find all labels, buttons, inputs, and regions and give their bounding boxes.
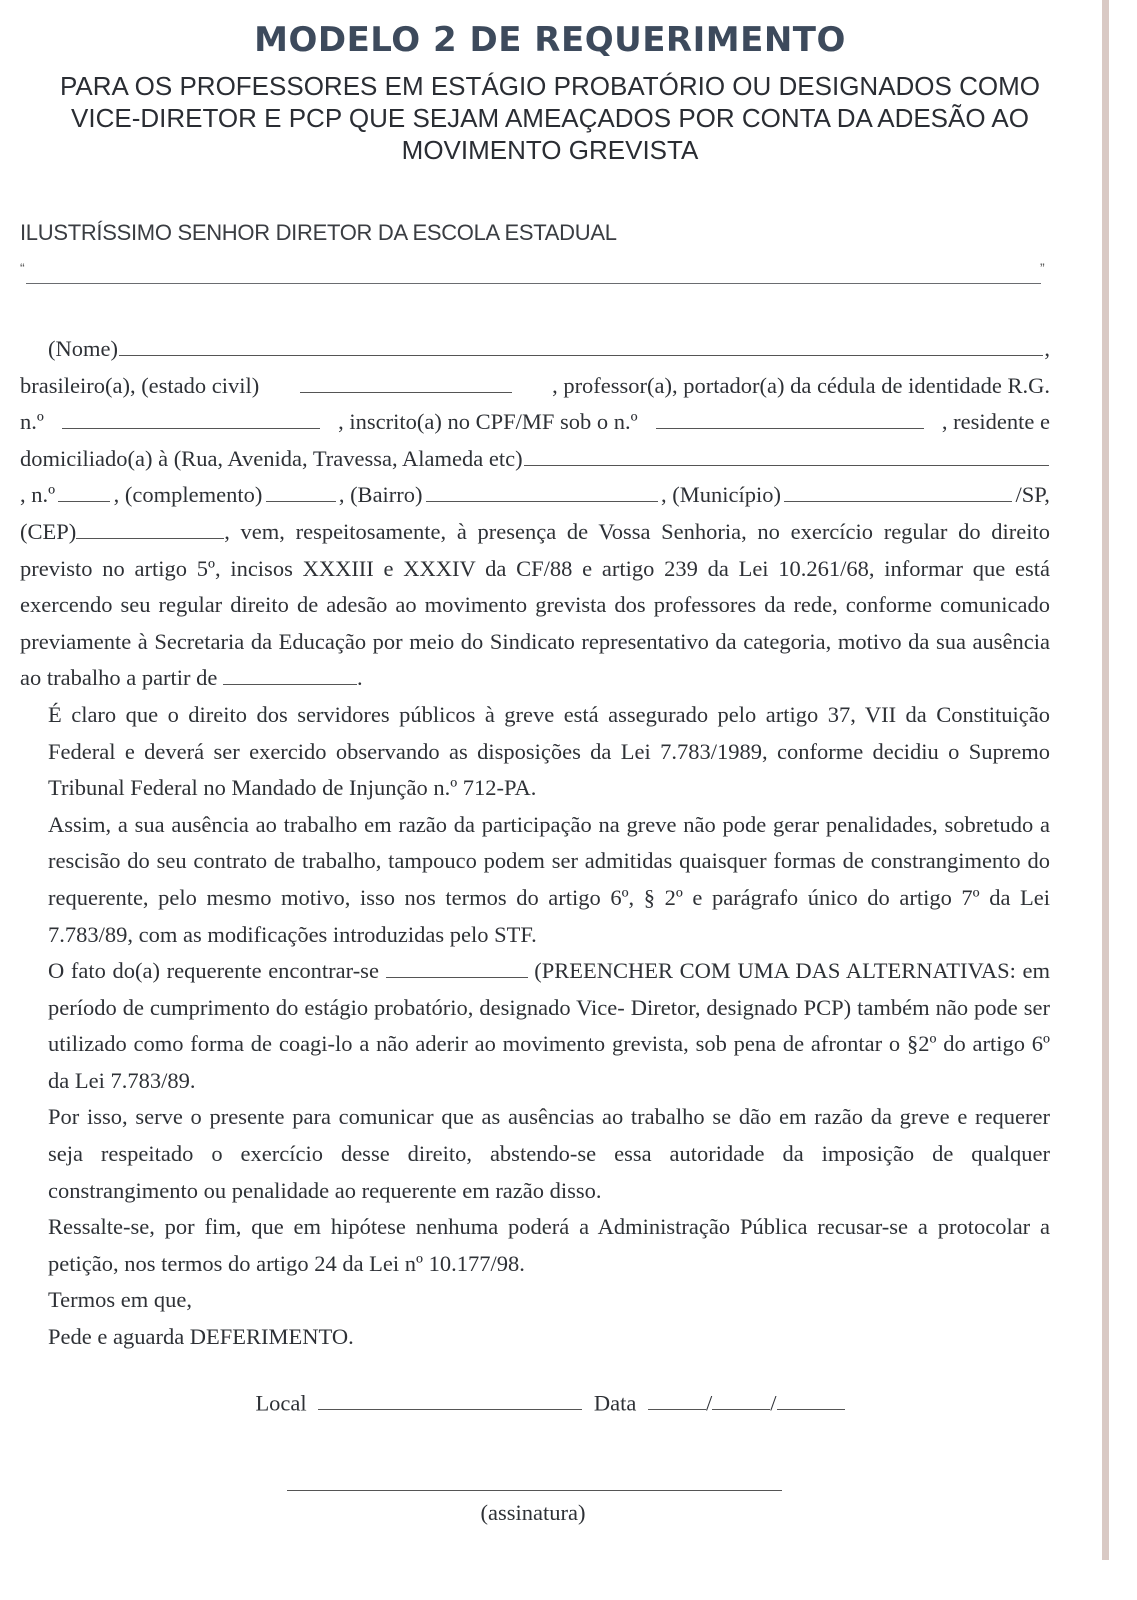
document-subtitle: PARA OS PROFESSORES EM ESTÁGIO PROBATÓRIO OU DESIGNADOS COMO VICE-DIRETOR E PCP QUE SEJAM AMEAÇADOS POR CONTA DA ADESÃO AO MOVIMENTO GREVISTA	[60, 71, 1040, 165]
paragraph-5: Por isso, serve o presente para comunicar que as ausências ao trabalho se dão em razão da greve e requerer seja respeitado o exercício desse direito, abstendo-se essa autoridade da imposição de qualquer constrangimento ou penalidade ao requerente em razão disso.	[48, 1104, 1050, 1203]
school-quote-close: ”	[1040, 260, 1045, 276]
date-month-field[interactable]	[712, 1388, 770, 1410]
form-line-rg-cpf	[20, 404, 1050, 441]
form-line-numero-bairro	[20, 477, 1050, 514]
cpf-field[interactable]	[656, 407, 924, 429]
numero-label: , n.º	[20, 482, 56, 508]
residente-label: , residente e	[941, 409, 1050, 435]
request-body	[20, 331, 1050, 1356]
date-slash-2: /	[770, 1390, 777, 1416]
municipio-label: , (Município)	[661, 482, 782, 508]
paragraph-3: Assim, a sua ausência ao trabalho em razão da participação na greve não pode gerar penalidades, sobretudo a rescisão do seu contrato de trabalho, tampouco podem ser admitidas quaisquer formas de constrangimento do requerente, pelo mesmo motivo, isso nos termos do artigo 6º, § 2º e parágrafo único do artigo 7º da Lei 7.783/89, com as modificações introduzidas pelo STF.	[48, 811, 1050, 947]
paragraph-1-text: , vem, respeitosamente, à presença de Vossa Senhoria, no exercício regular do direito previsto no artigo 5º, incisos XXXIII e XXXIV da CF/88 e artigo 239 da Lei 10.261/68, informar que está exercendo seu regular direito de adesão ao movimento grevista dos professores da rede, conforme comunicado previamente à Secretaria da Educação por meio do Sindicato representativo da categoria, motivo da sua ausência ao trabalho a partir de	[20, 518, 1050, 691]
rg-number-label: n.º	[20, 409, 44, 435]
local-date-row	[0, 1388, 1100, 1416]
addressee-line: ILUSTRÍSSIMO SENHOR DIRETOR DA ESCOLA ESTADUAL	[20, 220, 617, 245]
signature-field[interactable]	[287, 1490, 782, 1491]
closing-termos: Termos em que,	[48, 1287, 193, 1313]
numero-field[interactable]	[58, 480, 110, 502]
local-field[interactable]	[318, 1388, 582, 1410]
endereco-label: domiciliado(a) à (Rua, Avenida, Travessa, Alameda etc)	[20, 445, 523, 471]
data-inicio-field[interactable]	[223, 663, 357, 685]
date-day-field[interactable]	[648, 1388, 706, 1410]
complemento-field[interactable]	[266, 480, 336, 502]
paragraph-4	[20, 953, 1050, 1099]
estado-civil-label: brasileiro(a), (estado civil)	[20, 372, 260, 398]
signature-label: (assinatura)	[480, 1500, 586, 1525]
nome-field[interactable]	[119, 334, 1043, 356]
rg-number-field[interactable]	[62, 407, 320, 429]
situacao-field[interactable]	[386, 956, 528, 978]
bairro-field[interactable]	[426, 480, 658, 502]
paragraph-1-end: .	[357, 665, 363, 691]
school-quote-open: “	[20, 260, 25, 276]
closing-deferimento: Pede e aguarda DEFERIMENTO.	[48, 1324, 354, 1350]
paragraph-1	[20, 514, 1050, 697]
paragraph-2: É claro que o direito dos servidores públicos à greve está assegurado pelo artigo 37, VII da Constituição Federal e deverá ser exercido observando as disposições da Lei 7.783/1989, conforme decidiu o Supremo Tribunal Federal no Mandado de Injunção n.º 712-PA.	[48, 701, 1050, 801]
bairro-label: , (Bairro)	[338, 482, 423, 508]
document-title: MODELO 2 DE REQUERIMENTO	[254, 20, 846, 60]
estado-label: /SP,	[1015, 482, 1050, 508]
nome-end: ,	[1044, 336, 1050, 361]
endereco-field[interactable]	[524, 443, 1049, 465]
estado-civil-field[interactable]	[300, 370, 512, 392]
paragraph-4-start: O fato do(a) requerente encontrar-se	[48, 958, 379, 984]
form-line-nome	[20, 331, 1050, 368]
municipio-field[interactable]	[784, 480, 1012, 502]
local-label: Local	[255, 1390, 307, 1416]
data-label: Data	[593, 1390, 637, 1416]
cpf-label: , inscrito(a) no CPF/MF sob o n.º	[338, 409, 638, 435]
rg-label: , professor(a), portador(a) da cédula de identidade R.G.	[552, 372, 1050, 398]
form-line-endereco	[20, 441, 1050, 478]
cep-label: (CEP)	[20, 518, 77, 544]
cep-field[interactable]	[76, 517, 224, 539]
page-edge-strip	[1102, 0, 1109, 1560]
school-name-field[interactable]	[26, 283, 1041, 284]
complemento-label: , (complemento)	[113, 482, 263, 508]
date-slash-1: /	[706, 1390, 713, 1416]
date-year-field[interactable]	[777, 1388, 845, 1410]
paragraph-6: Ressalte-se, por fim, que em hipótese nenhuma poderá a Administração Pública recusar-se a protocolar a petição, nos termos do artigo 24 da Lei nº 10.177/98.	[48, 1214, 1050, 1276]
nome-label: (Nome)	[48, 336, 118, 361]
paragraph-4-rest: (PREENCHER COM UMA DAS ALTERNATIVAS: em período de cumprimento do estágio probatório, designado Vice- Diretor, designado PCP) também não pode ser utilizado como forma de coagi-lo a não aderir ao movimento grevista, sob pena de afrontar o §2º do artigo 6º da Lei 7.783/89.	[48, 958, 1050, 1093]
form-line-estado-civil	[20, 368, 1050, 405]
